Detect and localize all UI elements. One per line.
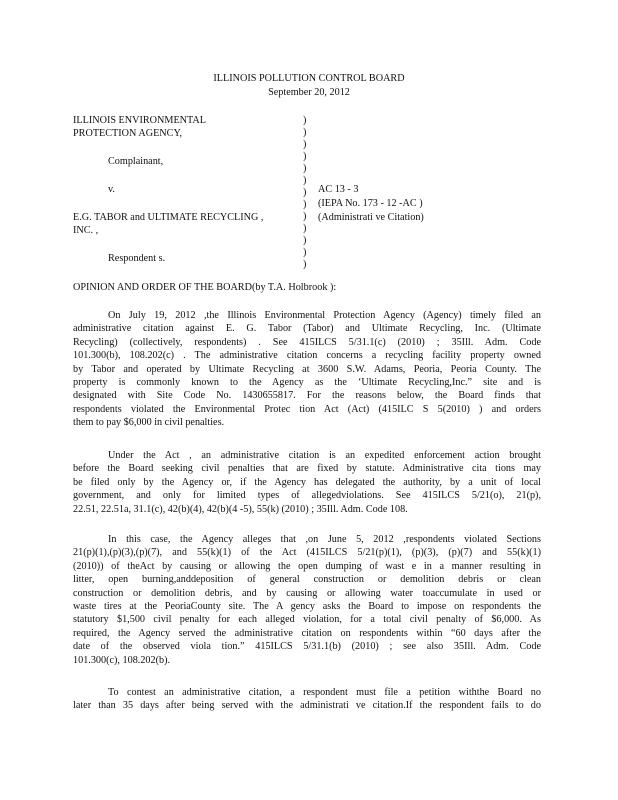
- paren: ): [303, 175, 307, 186]
- paren: ): [303, 199, 307, 210]
- paren: ): [303, 223, 307, 234]
- text-line: 21(p)(1),(p)(3),(p)(7), and 55(k)(1) of the Act (415ILCS 5/21(p)(1), (p)(3), (p)(7) and 55(k)(1): [73, 547, 541, 559]
- paren: ): [303, 127, 307, 138]
- text-line: government, and only for limited types of allegedviolations. See 415ILCS 5/21(o), 21(p),: [73, 490, 541, 502]
- text-line: construction or demolition debris, and by causing or allowing water toaccumulate in used or: [73, 587, 541, 599]
- text-line: be filed only by the Agency or, if the Agency has delegated the authority, by a unit of local: [73, 476, 541, 488]
- text-line: Under the Act , an administrative citation is an expedited enforcement action brought: [108, 450, 541, 461]
- case-number: AC 13 - 3: [318, 184, 359, 195]
- respondent-role: Respondent s.: [108, 253, 166, 264]
- complainant-name-line2: PROTECTION AGENCY,: [73, 128, 183, 139]
- text-line: by Tabor and operated by Ultimate Recycling at 3600 S.W. Adams, Peoria, Peoria County. The: [73, 363, 541, 375]
- paragraph-2: [73, 449, 541, 516]
- complainant-name-line1: ILLINOIS ENVIRONMENTAL: [73, 115, 207, 126]
- paren: ): [303, 235, 307, 246]
- text-line: Recycling) (collectively, respondents) . See 415ILCS 5/31.1(c) (2010) ; 35Ill. Adm. Code: [73, 336, 541, 348]
- text-line: property is commonly known to the Agency as the ‘Ultimate Recycling,Inc.” site and is: [73, 377, 541, 389]
- respondent-name-line2: INC. ,: [73, 225, 99, 236]
- versus-label: v.: [108, 184, 115, 195]
- caption-parentheses: [303, 115, 306, 271]
- text-line: later than 35 days after being served with the administrati ve citation.If the respondent fails to do: [73, 700, 541, 712]
- paren: ): [303, 211, 307, 222]
- text-line: date of the observed viola tion.” 415ILCS 5/31.1(b) (2010) ; see also 35Ill. Adm. Code: [73, 641, 541, 653]
- text-line: 101.300(b), 108.202(c) . The administrative citation concerns a recycling facility property owned: [73, 350, 541, 362]
- board-title: ILLINOIS POLLUTION CONTROL BOARD: [213, 73, 405, 84]
- paren: ): [303, 163, 307, 174]
- text-line: before the Board seeking civil penalties that are fixed by statute. Administrative cita tions may: [73, 463, 541, 475]
- text-line: waste tires at the PeoriaCounty site. The A gency asks the Board to impose on respondents the: [73, 601, 541, 613]
- text-line: required, the Agency served the administrative citation on respondents within “60 days after the: [73, 627, 541, 639]
- paragraph-3: [73, 533, 541, 667]
- text-line: statutory $1,500 civil penalty for each alleged violation, for a total civil penalty of $6,000. As: [73, 614, 541, 626]
- iepa-number: (IEPA No. 173 - 12 -AC ): [318, 198, 423, 209]
- text-line: 22.51, 22.51a, 31.1(c), 42(b)(4), 42(b)(4 -5), 55(k) (2010) ; 35Ill. Adm. Code 108.: [73, 503, 408, 515]
- paren: ): [303, 151, 307, 162]
- paragraph-1: [73, 309, 541, 430]
- paren: ): [303, 139, 307, 150]
- respondent-name-line1: E.G. TABOR and ULTIMATE RECYCLING ,: [73, 212, 264, 223]
- text-line: respondents violated the Environmental Protec tion Act (Act) (415ILC S 5(2010) ) and orders: [73, 403, 541, 415]
- text-line: On July 19, 2012 ,the Illinois Environmental Protection Agency (Agency) timely filed an: [108, 310, 541, 321]
- paragraph-4: [73, 686, 541, 713]
- text-line: administrative citation against E. G. Tabor (Tabor) and Ultimate Recycling, Inc. (Ultimate: [73, 323, 541, 335]
- case-type: (Administrati ve Citation): [318, 212, 424, 223]
- complainant-role: Complainant,: [108, 156, 164, 167]
- paren: ): [303, 115, 307, 126]
- text-line: 101.300(c), 108.202(b).: [73, 654, 171, 666]
- paren: ): [303, 247, 307, 258]
- text-line: them to pay $6,000 in civil penalties.: [73, 417, 225, 429]
- text-line: In this case, the Agency alleges that ,on June 5, 2012 ,respondents violated Sections: [108, 534, 541, 545]
- text-line: designated with Site Code No. 1430655817. For the reasons below, the Board finds that: [73, 390, 541, 402]
- paren: ): [303, 187, 307, 198]
- text-line: litter, open burning,anddeposition of general construction or demolition debris or clean: [73, 574, 541, 586]
- text-line: (2010)) of theAct by causing or allowing the open dumping of wast e in a manner resulting in: [73, 560, 541, 572]
- order-date: September 20, 2012: [268, 87, 350, 98]
- paren: ): [303, 259, 307, 270]
- text-line: To contest an administrative citation, a respondent must file a petition withthe Board no: [108, 687, 541, 698]
- opinion-heading: OPINION AND ORDER OF THE BOARD(by T.A. Holbrook ):: [73, 282, 337, 293]
